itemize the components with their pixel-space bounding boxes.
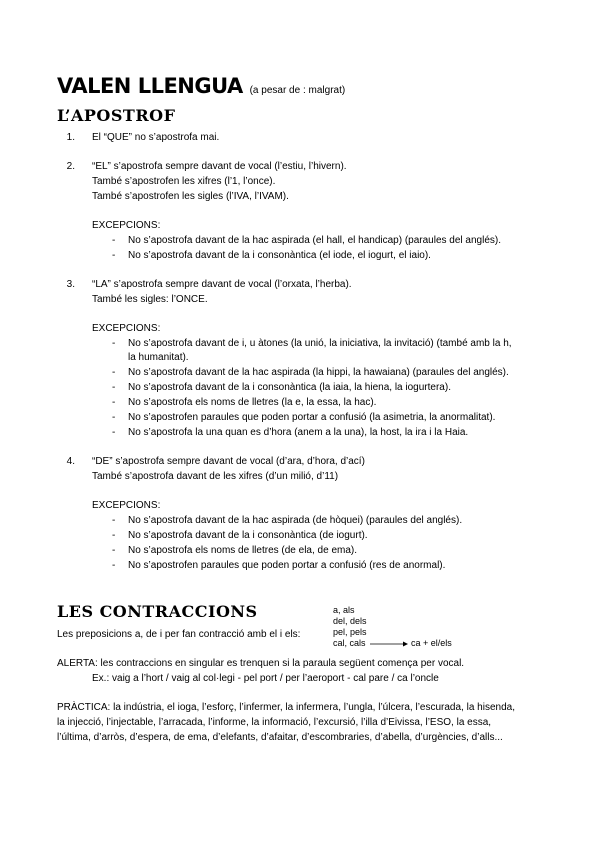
example-text: Ex.: vaig a l’hort / vaig al col·legi - pel port / per l’aeroport - cal pare / ca l’oncle <box>92 673 439 684</box>
exceptions-label: EXCEPCIONS: <box>92 323 161 334</box>
rule-line: El “QUE” no s’apostrofa mai. <box>92 132 220 143</box>
exceptions-label: EXCEPCIONS: <box>92 500 161 511</box>
exception-item: No s’apostrofa davant de la i consonàntica (de iogurt). <box>128 530 368 541</box>
rule-number: 4. <box>66 456 75 467</box>
exception-item: No s’apostrofa davant de la i consonàntica (el iode, el iogurt, el iaio). <box>128 250 431 261</box>
rule-line: “DE” s’apostrofa sempre davant de vocal (d’ara, d’hora, d’ací) <box>92 456 365 467</box>
rule-line: També s’apostrofen les xifres (l’1, l’once). <box>92 176 276 187</box>
arrow-right-icon <box>370 640 408 648</box>
exception-item: No s’apostrofa davant de la hac aspirada (la hippi, la hawaiana) (paraules del anglés). <box>128 367 509 378</box>
contraction-intro: Les preposicions a, de i per fan contracció amb el i els: <box>57 629 301 640</box>
practica-line: la injecció, l’injectable, l’arracada, l’informe, la informació, l’excursió, l’illa d’Eivissa, l’ESO, la essa, <box>57 717 492 728</box>
bullet-dash: - <box>112 235 116 246</box>
rule-line: “LA” s’apostrofa sempre davant de vocal (l’orxata, l’herba). <box>92 279 352 290</box>
exception-item: No s’apostrofa la una quan es d’hora (anem a la una), la host, la ira i la Haia. <box>128 427 469 438</box>
alerta-text: ALERTA: les contraccions en singular es trenquen si la paraula següent comença per vocal. <box>57 658 465 669</box>
practica-line: l’última, d’arròs, d’espera, de ema, d’elefants, d’afaitar, d’escombraries, d’abella, d’urgències, d’alls... <box>57 732 503 743</box>
bullet-dash: - <box>112 338 116 349</box>
contraction-item: del, dels <box>333 616 367 626</box>
exception-item: No s’apostrofa davant de la hac aspirada (el hall, el handicap) (paraules del anglés). <box>128 235 502 246</box>
rule-number: 2. <box>66 161 75 172</box>
contraction-item: pel, pels <box>333 627 367 637</box>
bullet-dash: - <box>112 530 116 541</box>
practica-line: PRÀCTICA: la indústria, el ioga, l’esforç, l’infermer, la infermera, l’ungla, l’úlcera, l’escurada, la hisenda, <box>57 702 515 713</box>
section-heading-apostrof: L’APOSTROF <box>57 106 176 125</box>
contraction-result: ca + el/els <box>411 638 452 648</box>
bullet-dash: - <box>112 382 116 393</box>
bullet-dash: - <box>112 250 116 261</box>
bullet-dash: - <box>112 545 116 556</box>
rule-line: “EL” s’apostrofa sempre davant de vocal (l’estiu, l’hivern). <box>92 161 347 172</box>
bullet-dash: - <box>112 412 116 423</box>
rule-number: 3. <box>66 279 75 290</box>
page-title <box>57 74 345 98</box>
bullet-dash: - <box>112 427 116 438</box>
exception-item: No s’apostrofen paraules que poden portar a confusió (la asimetria, la anormalitat). <box>128 412 496 423</box>
contraction-item: a, als <box>333 605 355 615</box>
title-note: (a pesar de : malgrat) <box>249 85 346 96</box>
contraction-item: cal, cals <box>333 638 366 648</box>
bullet-dash: - <box>112 515 116 526</box>
exception-item: No s’apostrofa davant de la i consonàntica (la iaia, la hiena, la iogurtera). <box>128 382 451 393</box>
exception-item: No s’apostrofa els noms de lletres (la e, la essa, la hac). <box>128 397 377 408</box>
exception-item: No s’apostrofa davant de la hac aspirada (de hòquei) (paraules del anglés). <box>128 515 463 526</box>
bullet-dash: - <box>112 560 116 571</box>
exception-item: No s’apostrofa davant de i, u àtones (la unió, la iniciativa, la invitació) (també amb la h, <box>128 338 512 349</box>
rule-line: També s’apostrofen les sigles (l’IVA, l’IVAM). <box>92 191 289 202</box>
exception-item-continued: la humanitat). <box>128 352 189 363</box>
exceptions-label: EXCEPCIONS: <box>92 220 161 231</box>
section-heading-contraccions: LES CONTRACCIONS <box>57 602 258 621</box>
exception-item: No s’apostrofen paraules que poden portar a confusió (res de anormal). <box>128 560 446 571</box>
rule-number: 1. <box>66 132 75 143</box>
bullet-dash: - <box>112 367 116 378</box>
title-text: VALEN LLENGUA <box>57 74 243 98</box>
rule-line: També s’apostrofa davant de les xifres (d’un milió, d’11) <box>92 471 339 482</box>
exception-item: No s’apostrofa els noms de lletres (de ela, de ema). <box>128 545 357 556</box>
rule-line: També les sigles: l’ONCE. <box>92 294 208 305</box>
bullet-dash: - <box>112 397 116 408</box>
